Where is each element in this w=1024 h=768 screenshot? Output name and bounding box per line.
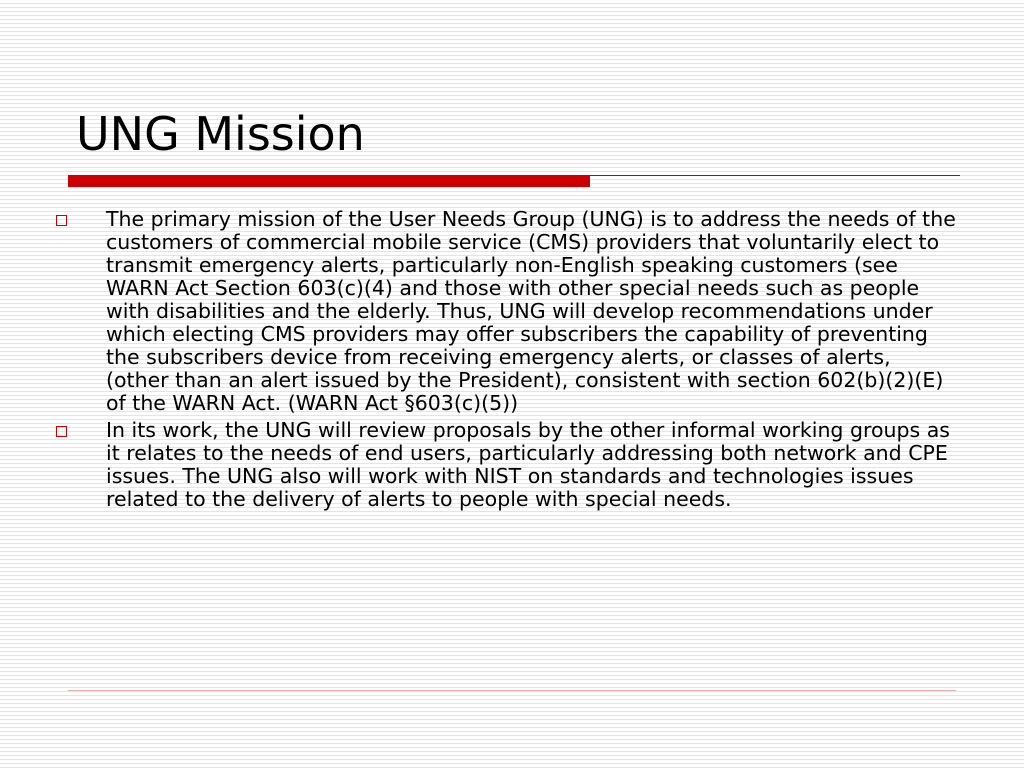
hollow-square-bullet-icon [56, 215, 67, 226]
title-underline-thin [590, 175, 960, 176]
bullet-list [56, 208, 956, 515]
bullet-text: In its work, the UNG will review proposals by the other informal working groups as it relates to the needs of end users, particularly addressing both network and CPE issues. The UNG also will work with NIST on standards and technologies issues related to the delivery of alerts to people with special needs. [106, 418, 950, 511]
bullet-item-work [56, 419, 956, 511]
bullet-text: The primary mission of the User Needs Group (UNG) is to address the needs of the customers of commercial mobile service (CMS) providers that voluntarily elect to transmit emergency alerts, particularly non-English speaking customers (see WARN Act Section 603(c)(4) and those with other special needs such as people with disabilities and the elderly. Thus, UNG will develop recommendations under which electing CMS providers may offer subscribers the capability of preventing the subscribers device from receiving emergency alerts, or classes of alerts, (other than an alert issued by the President), consistent with section 602(b)(2)(E) of the WARN Act. (WARN Act §603(c)(5)) [106, 207, 956, 415]
bullet-item-mission [56, 208, 956, 415]
title-underline-accent [68, 175, 590, 187]
slide-title: UNG Mission [76, 107, 365, 161]
hollow-square-bullet-icon [56, 426, 67, 437]
footer-divider [68, 690, 956, 691]
